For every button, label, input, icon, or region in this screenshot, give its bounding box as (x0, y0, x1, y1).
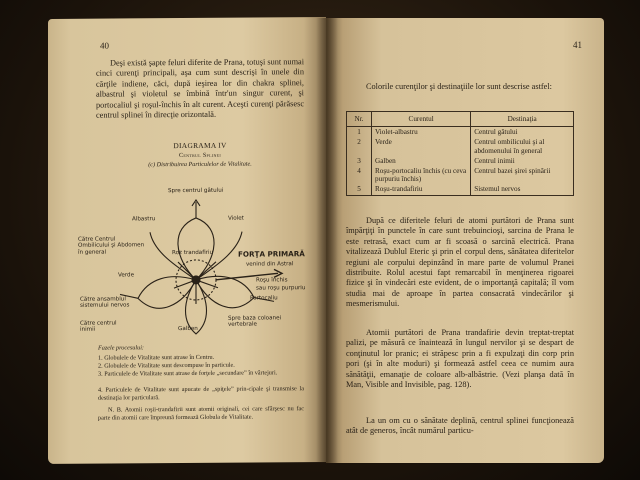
body-paragraph-2: Atomii purtători de Prana trandafirie devin treptat-treptat palizi, pe măsură ce înaintează în lungul nervilor şi se despart de conţinutul lor pranic; ei străpesc prin a fi expulzaţi din corp prin pori (şi în alte moduri) şi formează astfel ceea ce numim aura sănătăţii, emanaţie de coloare alb-albăstrie. (Vezi planşa dată în Man, Visible and Invisible, pag. 128). (346, 328, 574, 390)
cell-current: Verde (372, 137, 471, 155)
header-destination: Destinaţia (471, 112, 574, 127)
header-current: Curentul (372, 112, 471, 127)
cell-destination: Sistemul nervos (471, 184, 574, 195)
page-number: 41 (573, 40, 582, 50)
cell-nr: 2 (347, 137, 372, 155)
left-page (48, 17, 326, 464)
cell-nr: 5 (347, 184, 372, 195)
right-page (326, 18, 604, 463)
table-row (347, 137, 574, 155)
note-4: 4. Particulele de Vitalitate sunt apucate de „spiţele” prin-cipale şi transmise la destinaţia lor particulară. (98, 385, 304, 402)
currents-table (346, 111, 574, 196)
cell-nr: 3 (347, 156, 372, 166)
cell-current: Roşu-portocaliu închis (cu ceva purpuriu închis) (372, 166, 471, 184)
label-red-sub: sau roşu purpuriu (256, 285, 306, 292)
cell-current: Violet-albastru (372, 127, 471, 138)
cell-nr: 1 (347, 127, 372, 138)
cell-destination: Centrul inimii (471, 156, 574, 166)
label-orange: Portocaliu (250, 295, 278, 302)
label-violet: Violet (228, 215, 244, 222)
label-primary-force: FORŢA PRIMARĂ (238, 249, 305, 259)
label-heart: Către centrul inimii (80, 320, 117, 334)
header-nr: Nr. (347, 112, 372, 127)
cell-nr: 4 (347, 166, 372, 184)
label-red: Roşu închis (256, 277, 288, 284)
label-yellow: Galben (178, 325, 198, 333)
label-green: Verde (118, 272, 135, 279)
table-intro: Colorile curenţilor şi destinaţiile lor sunt descrise astfel: (366, 82, 552, 91)
intro-paragraph: Deşi există şapte feluri diferite de Prana, totuşi sunt numai cinci curenţi principali, aşa cum sunt descrişi în unele din cărţile indiene, căci, după ieşirea lor din chakra splinei, albastrul şi violetul se îmbină într'un singur curent, şi portocaliul şi roşul-închis în alt curent. Aceşti curenţi părăsesc centrul splinei în direcţie orizontală. (96, 57, 305, 120)
table-row (347, 127, 574, 138)
diagram-subtitle: Centrul Splinei (178, 151, 222, 160)
petal-left (138, 277, 196, 309)
label-spine-base: Spre baza coloanei vertebrale (228, 315, 282, 329)
label-primary-force-sub: venind din Astral (246, 261, 294, 268)
label-blue: Albastru (132, 216, 156, 223)
label-rose: Roz trandafiriu (172, 249, 214, 257)
label-nerves: Către ansamblul sistemului nervos (80, 296, 130, 310)
vitality-diagram (78, 187, 308, 339)
cell-destination: Centrul gâtului (471, 127, 574, 138)
body-paragraph-3: La un om cu o sănătate deplină, centrul splinei funcţionează atât de generos, încât numărul particu- (346, 416, 574, 436)
cell-destination: Centrul ombilicului şi al abdomenului în general (471, 137, 574, 155)
diagram-caption: (c) Distribuirea Particulelor de Vitalitate. (148, 160, 252, 169)
table-header-row (347, 112, 574, 127)
nb-note: N. B. Atomii roşii-trandafirii sunt atomii originali, cei care sfârşesc nu fac parte din atomii care împreună formează Globula de Vitalitate. (98, 405, 304, 422)
petal-right (196, 276, 254, 308)
cell-current: Roşu-trandafiriu (372, 184, 471, 195)
diagram-title: DIAGRAMA IV (173, 140, 227, 151)
open-book (48, 18, 604, 463)
table-row (347, 184, 574, 195)
notes-title: Fazele procesului: (98, 344, 144, 352)
label-throat: Spre centrul gâtului (168, 187, 224, 195)
cell-destination: Centrul bazei şirei spinării (471, 166, 574, 184)
note-1: 1. Globulele de Vitalitate sunt atrase în Centru. (98, 353, 215, 362)
table-row (347, 156, 574, 166)
table-row (347, 166, 574, 184)
note-2: 2. Globulele de Vitalitate sunt descompuse în particule. (98, 361, 235, 370)
cell-current: Galben (372, 156, 471, 166)
body-paragraph-1: După ce diferitele feluri de atomi purtători de Prana sunt împărţiţi în punctele în care sunt trebuincioşi, sarcina de Prana le este retrasă, exact cum ar fi scoasă o sarcină electrică. Prana vitalizează Dublul Eteric şi prin el corpul dens, sănătatea diferitelor regiuni ale corpului depinzând în mare parte de volumul Pranei distribuite. Rolul acestui fapt remarcabil în menţinerea rigoarei fizice şi în vindecări este evident, de o importanţă capitală; îl vom studia mai de aproape în partea consacrată vindecărilor şi mesmerismului. (346, 216, 574, 309)
page-number: 40 (100, 40, 109, 51)
label-navel: Către Centrul Ombilicului şi Abdomen în general (78, 236, 145, 256)
note-3: 3. Particulele de Vitalitate sunt atrase de forţele „secundare” în vârtejuri. (98, 369, 278, 378)
book-gutter (316, 18, 338, 463)
